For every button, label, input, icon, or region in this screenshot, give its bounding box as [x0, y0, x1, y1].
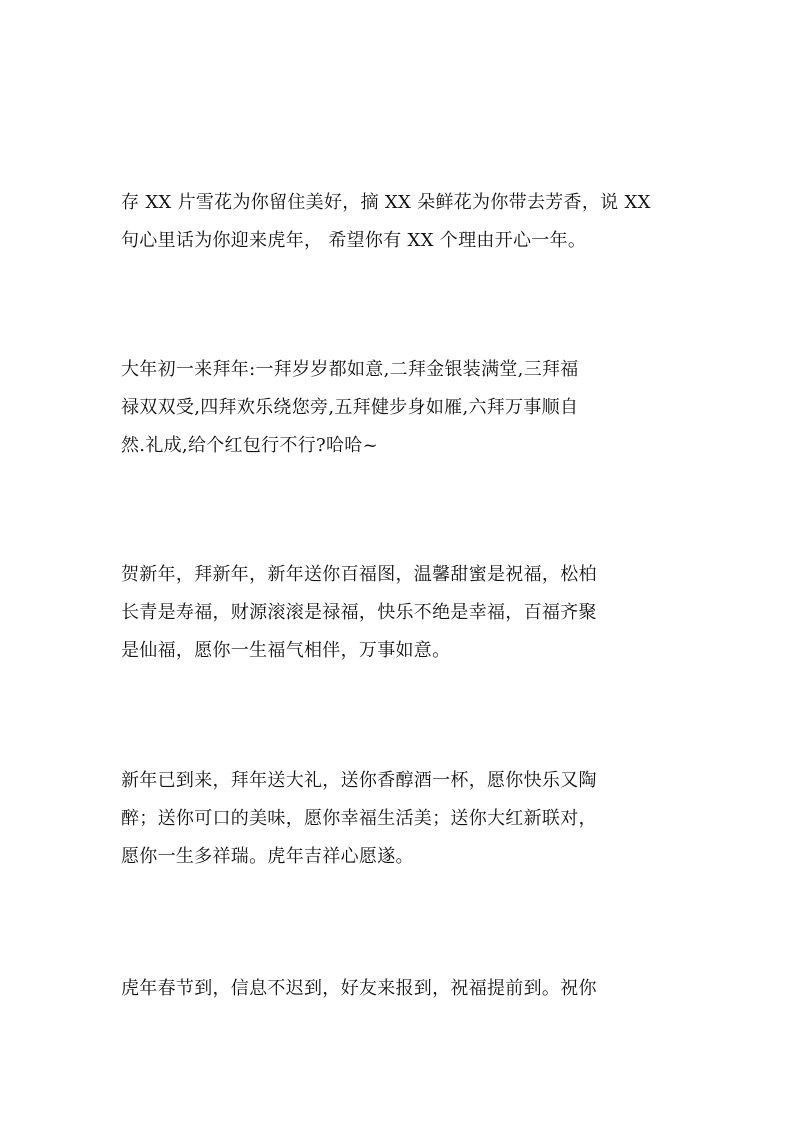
paragraph-line: 然.礼成,给个红包行不行?哈哈~: [121, 435, 378, 456]
paragraph-4: [121, 762, 681, 876]
paragraph-line: 醉；送你可口的美味，愿你幸福生活美；送你大红新联对，: [121, 808, 597, 829]
paragraph-line: 新年已到来，拜年送大礼，送你香醇酒一杯，愿你快乐又陶: [121, 770, 597, 791]
paragraph-line: 句心里话为你迎来虎年， 希望你有 XX 个理由开心一年。: [121, 230, 587, 251]
paragraph-line: 长青是寿福，财源滚滚是禄福，快乐不绝是幸福，百福齐聚: [121, 602, 597, 623]
paragraph-line: 虎年春节到，信息不迟到，好友来报到，祝福提前到。祝你: [121, 978, 597, 999]
paragraph-line: 禄双双受,四拜欢乐绕您旁,五拜健步身如雁,六拜万事顺自: [121, 397, 579, 418]
paragraph-2: [121, 351, 681, 465]
paragraph-line: 贺新年，拜新年，新年送你百福图，温馨甜蜜是祝福，松柏: [121, 564, 597, 585]
paragraph-line: 愿你一生多祥瑞。虎年吉祥心愿遂。: [121, 846, 414, 867]
paragraph-line: 存 XX 片雪花为你留住美好，摘 XX 朵鲜花为你带去芳香，说 XX: [121, 192, 651, 213]
paragraph-line: 大年初一来拜年:一拜岁岁都如意,二拜金银装满堂,三拜福: [121, 359, 579, 380]
paragraph-line: 是仙福，愿你一生福气相伴，万事如意。: [121, 640, 451, 661]
paragraph-1: [121, 184, 681, 260]
paragraph-5: [121, 970, 681, 1008]
paragraph-3: [121, 556, 681, 670]
